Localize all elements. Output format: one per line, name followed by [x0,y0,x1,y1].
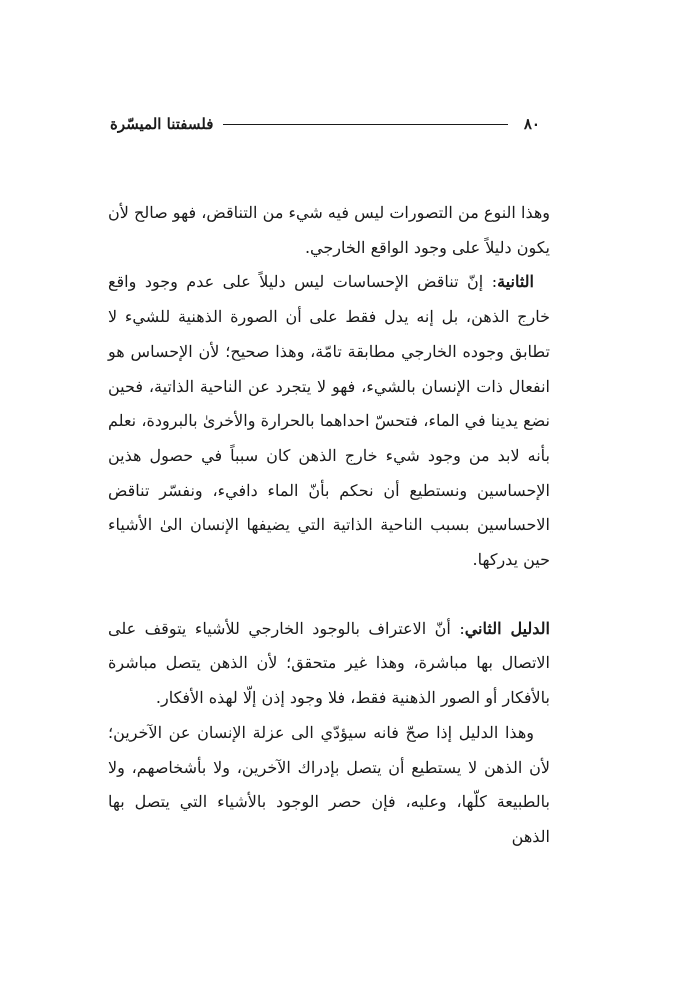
page-number: ٨٠ [523,115,540,133]
paragraph-2-label: الثانية [497,272,534,292]
paragraph-3 [108,612,550,716]
paragraph-2 [108,265,550,577]
header-rule [223,124,507,125]
paragraph-2-text: : إنّ تناقض الإحساسات ليس دليلاً على عدم وجود واقع خارج الذهن، بل إنه يدل فقط على أن الصورة الذهنية للشيء لا تطابق وجوده الخارجي مطابقة تامّة، وهذا صحيح؛ لأن الإحساس هو انفعال ذات الإنسان بالشيء، فهو لا يتجرد عن الناحية الذاتية، فحين نضع يدينا في الماء، فتحسّ احداهما بالحرارة والأخرىٰ بالبرودة، نعلم بأنه لابد من وجود شيء خارج الذهن كان سبباً في حصول هذين الإحساسين ونستطيع أن نحكم بأنّ الماء دافيء، ونفسّر تناقض الاحساسين بسبب الناحية الذاتية التي يضيفها الإنسان الىٰ الأشياء حين يدركها. [108,272,551,570]
body-text [108,196,550,855]
running-header [110,112,540,136]
paragraph-3-text: : أنّ الاعتراف بالوجود الخارجي للأشياء يتوقف على الاتصال بها مباشرة، وهذا غير متحقق؛ لأن الذهن يتصل مباشرة بالأفكار أو الصور الذهنية فقط، فلا وجود إذن إلّا لهذه الأفكار. [108,618,550,708]
paragraph-1: وهذا النوع من التصورات ليس فيه شيء من التناقض، فهو صالح لأن يكون دليلاً على وجود الواقع الخارجي. [108,203,550,257]
paragraph-3-label: الدليل الثاني [464,618,550,638]
paragraph-4: وهذا الدليل إذا صحّ فانه سيؤدّي الى عزلة الإنسان عن الآخرين؛ لأن الذهن لا يستطيع أن يتصل بإدراك الآخرين، ولا بأشخاصهم، ولا بالطبيعة كلّها، وعليه، فإن حصر الوجود بالأشياء التي يتصل بها الذهن [108,722,551,846]
book-title: فلسفتنا الميسّرة [110,115,214,133]
